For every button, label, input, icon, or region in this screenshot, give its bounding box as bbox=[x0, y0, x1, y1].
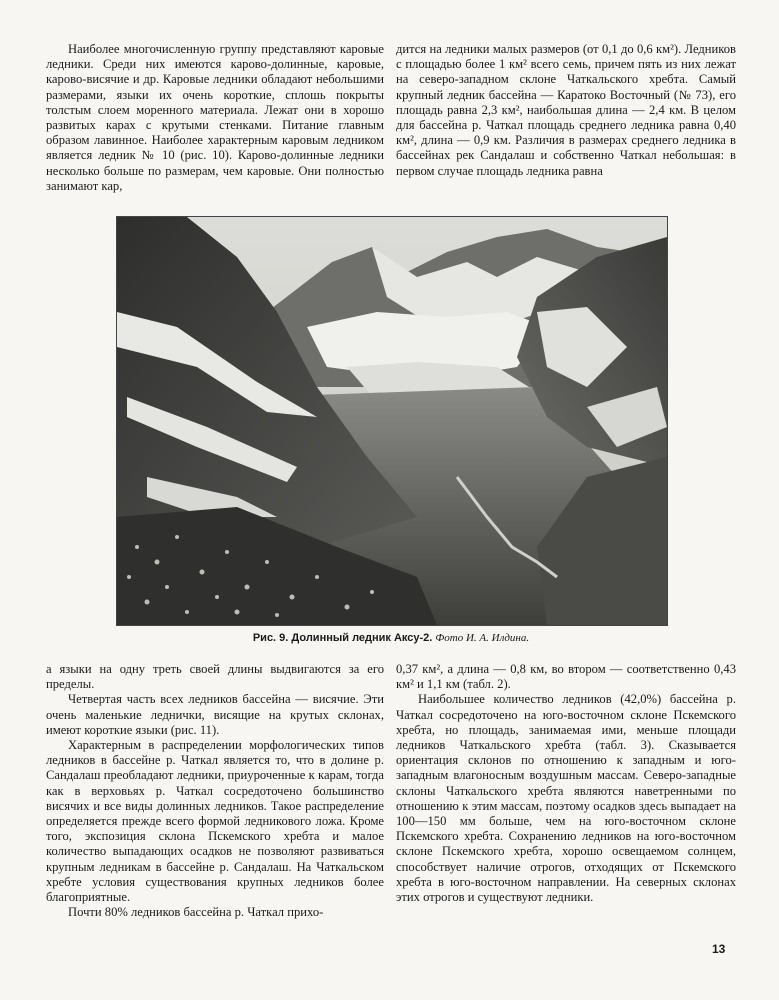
text-column-bottom-left bbox=[46, 662, 384, 920]
caption-text: Рис. 9. Долинный ледник Аксу-2. bbox=[252, 632, 433, 644]
paragraph: Наибольшее количество ледников (42,0%) бассейна р. Чаткал сосредоточено на юго-восточном склоне Пскемского хребта, но площадь, занимаемая ими, меньше площади ледников Чаткальского хребта (табл. 3). Сказывается ориентация склонов по отношению к западным и юго-западным влагоносным воздушным массам. Северо-западные склоны Чаткальского хребта являются наветренными по отношению к этим массам, поэтому осадков здесь выпадает на 100—150 мм больше, чем на юго-восточном склоне Пскемского хребта. Сохранению ледников на юго-восточном склоне Пскемского хребта, хорошо освещаемом солнцем, способствует наличие отрогов, отходящих от Пскемского хребта в юго-восточном направлении. На северных склонах этих отрогов и существуют ледники. bbox=[396, 692, 736, 905]
text-column-bottom-right bbox=[396, 662, 736, 905]
glacier-photo bbox=[116, 216, 668, 626]
text-column-top-left bbox=[46, 42, 384, 194]
figure-caption bbox=[116, 632, 666, 644]
page-number: 13 bbox=[712, 942, 726, 956]
paragraph: дится на ледники малых размеров (от 0,1 до 0,6 км²). Ледников с площадью более 1 км² всего семь, причем пять из них лежат на северо-западном склоне Чаткальского хребта. Самый крупный ледник бассейна — Каратоко Восточный (№ 73), его площадь равна 2,3 км², наибольшая длина — 2,4 км. В целом для бассейна р. Чаткал площадь среднего ледника равна 0,40 км², длина — 0,9 км. Различия в размерах среднего ледника в бассейнах рек Сандалаш и собственно Чаткал небольшая: в первом случае площадь ледника равна bbox=[396, 42, 736, 178]
paragraph: Почти 80% ледников бассейна р. Чаткал прихо- bbox=[68, 905, 324, 920]
paragraph: 0,37 км², а длина — 0,8 км, во втором — соответственно 0,43 км² и 1,1 км (табл. 2). bbox=[396, 662, 736, 692]
paragraph: Наиболее многочисленную группу представляют каровые ледники. Среди них имеются карово-долинные, каровые, карово-висячие и др. Каровые ледники обладают небольшими размерами, языки их очень короткие, сплошь покрыты толстым слоем моренного материала. Лежат они в хорошо развитых карах с крутыми стенками. Питание главным образом лавинное. Наиболее характерным каровым ледником является ледник № 10 (рис. 10). Карово-долинные ледники несколько больше по размерам, чем каровые. Они полностью занимают кар, bbox=[46, 42, 384, 193]
paragraph: Характерным в распределении морфологических типов ледников в бассейне р. Чаткал является то, что в долине р. Сандалаш преобладают ледники, приуроченные к карам, тогда как в верховьях р. Чаткал сосредоточено большинство висячих и все виды долинных ледников. Такое распределение определяется прежде всего формой ледникового ложа. Кроме того, экспозиция склона Пскемского хребта и малое количество выпадающих осадков не позволяют развиваться крупным ледникам в бассейне р. Сандалаш. На Чаткальском хребте условия существования крупных ледников более благоприятные. bbox=[46, 738, 384, 905]
text-column-top-right bbox=[396, 42, 736, 179]
paragraph: Четвертая часть всех ледников бассейна — висячие. Эти очень маленькие леднички, висящие на крутых склонах, имеют короткие языки (рис. 11). bbox=[46, 692, 384, 737]
paragraph: а языки на одну треть своей длины выдвигаются за его пределы. bbox=[46, 662, 384, 692]
photo-credit: Фото И. А. Илдина. bbox=[435, 632, 530, 644]
